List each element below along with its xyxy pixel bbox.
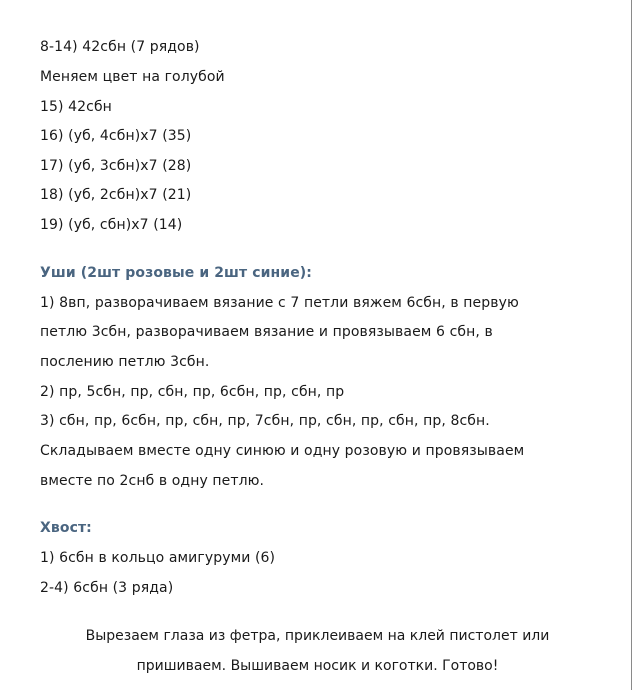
- closing-line: Вырезаем глаза из фетра, приклеиваем на клей пистолет или: [85, 628, 550, 644]
- ears-line: 1) 8вп, разворачиваем вязание с 7 петли вяжем 6сбн, в первую: [40, 295, 519, 311]
- row-line: 19) (уб, сбн)х7 (14): [40, 217, 183, 233]
- page-border: [631, 0, 632, 690]
- ears-line: послению петлю 3сбн.: [40, 354, 210, 370]
- ears-heading: Уши (2шт розовые и 2шт синие):: [40, 265, 312, 281]
- ears-line: Складываем вместе одну синюю и одну розовую и провязываем: [40, 443, 525, 459]
- tail-line: 1) 6сбн в кольцо амигуруми (6): [40, 550, 276, 566]
- closing-line: пришиваем. Вышиваем носик и коготки. Готово!: [136, 658, 499, 674]
- ears-line: вместе по 2снб в одну петлю.: [40, 473, 265, 489]
- tail-heading: Хвост:: [40, 520, 92, 536]
- ears-line: петлю 3сбн, разворачиваем вязание и провязываем 6 сбн, в: [40, 324, 493, 340]
- row-line: 17) (уб, 3сбн)х7 (28): [40, 158, 192, 174]
- row-line: Меняем цвет на голубой: [40, 69, 225, 85]
- row-line: 8-14) 42сбн (7 рядов): [40, 39, 200, 55]
- row-line: 16) (уб, 4сбн)х7 (35): [40, 128, 192, 144]
- tail-line: 2-4) 6сбн (3 ряда): [40, 580, 174, 596]
- ears-line: 3) сбн, пр, 6сбн, пр, сбн, пр, 7сбн, пр, сбн, пр, сбн, пр, 8сбн.: [40, 413, 490, 429]
- row-line: 18) (уб, 2сбн)х7 (21): [40, 187, 192, 203]
- row-line: 15) 42сбн: [40, 99, 112, 115]
- ears-line: 2) пр, 5сбн, пр, сбн, пр, 6сбн, пр, сбн, пр: [40, 384, 345, 400]
